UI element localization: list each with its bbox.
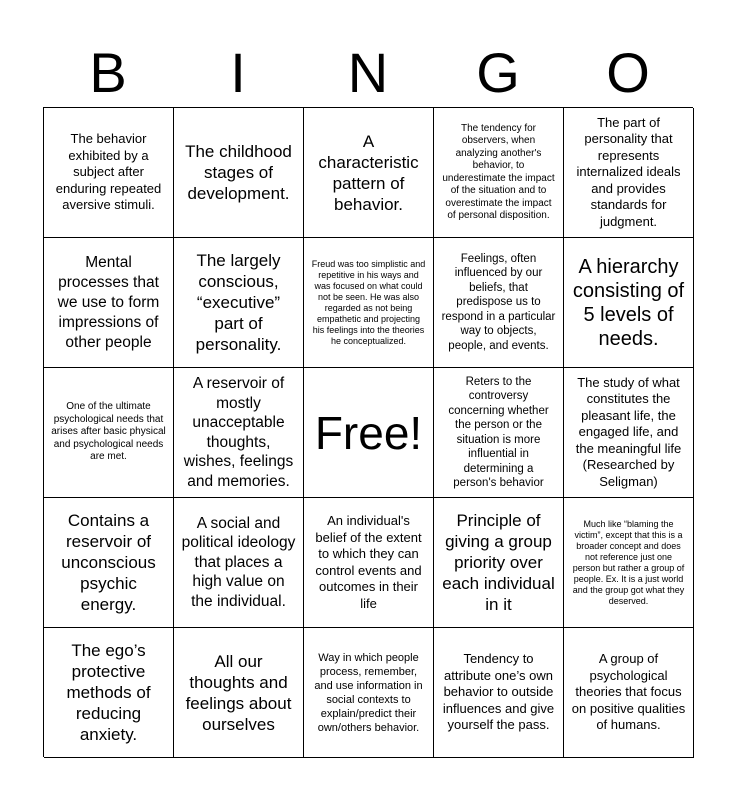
bingo-cell[interactable]: [44, 238, 174, 368]
cell-text: One of the ultimate psychological needs that arises after basic physical and psychological needs are met.: [51, 401, 166, 463]
bingo-cell[interactable]: [44, 628, 174, 758]
bingo-cell[interactable]: [304, 498, 434, 628]
cell-text: The part of personality that represents internalized ideals and provides standards for judgment.: [576, 114, 681, 229]
cell-text: The study of what constitutes the pleasant life, the engaged life, and the meaningful life (Researched by Seligman): [575, 374, 682, 489]
bingo-cell[interactable]: [44, 108, 174, 238]
bingo-cell[interactable]: [434, 628, 564, 758]
header-letter-o: O: [606, 41, 650, 104]
cell-text: Mental processes that we use to form impressions of other people: [57, 253, 160, 351]
cell-text: The childhood stages of development.: [185, 142, 292, 203]
cell-text: Contains a reservoir of unconscious psychic energy.: [61, 511, 156, 614]
cell-text: A hierarchy consisting of 5 levels of needs.: [572, 255, 685, 350]
cell-text: The tendency for observers, when analyzing another's behavior, to underestimate the impact of the situation and to overestimate the impact of personal disposition.: [442, 122, 555, 221]
free-space-text: Free!: [314, 406, 423, 459]
bingo-cell[interactable]: [564, 628, 694, 758]
bingo-cell[interactable]: [174, 108, 304, 238]
header-letter-g: G: [476, 41, 520, 104]
bingo-cell[interactable]: [44, 368, 174, 498]
header-letter-n: N: [347, 41, 389, 104]
bingo-cell[interactable]: [304, 108, 434, 238]
cell-text: A social and political ideology that places a high value on the individual.: [181, 514, 296, 610]
bingo-cell[interactable]: [434, 108, 564, 238]
cell-text: Way in which people process, remember, and use information in social contexts to explain/predict their own/others behavior.: [314, 651, 423, 734]
cell-text: Reters to the controversy concerning whether the person or the situation is more influential in determining a person's behavior: [448, 375, 549, 489]
cell-text: Principle of giving a group priority over each individual in it: [442, 511, 555, 614]
free-space[interactable]: [304, 368, 434, 498]
bingo-cell[interactable]: [434, 498, 564, 628]
cell-text: Much like “blaming the victim”, except that this is a broader concept and does not reference just one person but rather a group of people. Ex. It is a just world and the group got what they deserved.: [572, 518, 685, 606]
cell-text: The largely conscious, “executive” part of personality.: [195, 251, 282, 354]
bingo-cell[interactable]: [564, 238, 694, 368]
header-letter-b: B: [89, 41, 127, 104]
cell-text: An individual's belief of the extent to which they can control events and outcomes in their life: [315, 513, 422, 611]
cell-text: A characteristic pattern of behavior.: [318, 131, 419, 214]
bingo-cell[interactable]: [304, 238, 434, 368]
header-letter-i: I: [230, 41, 246, 104]
bingo-cell[interactable]: [174, 238, 304, 368]
bingo-cell[interactable]: [304, 628, 434, 758]
bingo-cell[interactable]: [434, 238, 564, 368]
bingo-cell[interactable]: [564, 368, 694, 498]
bingo-cell[interactable]: [174, 628, 304, 758]
bingo-cell[interactable]: [564, 108, 694, 238]
cell-text: All our thoughts and feelings about ourselves: [185, 651, 292, 734]
cell-text: The behavior exhibited by a subject after enduring repeated aversive stimuli.: [55, 131, 162, 213]
bingo-grid: [43, 107, 693, 757]
bingo-cell[interactable]: [174, 498, 304, 628]
bingo-cell[interactable]: [564, 498, 694, 628]
cell-text: The ego’s protective methods of reducing anxiety.: [66, 641, 151, 744]
cell-text: A group of psychological theories that focus on positive qualities of humans.: [571, 651, 686, 733]
bingo-cell[interactable]: [434, 368, 564, 498]
cell-text: A reservoir of mostly unacceptable thoughts, wishes, feelings and memories.: [183, 375, 294, 490]
cell-text: Freud was too simplistic and repetitive in his ways and was focused on what could not be seen. He was also regarded as not being empathetic and projecting his feelings into the theories he conceptualized.: [311, 258, 426, 346]
cell-text: Tendency to attribute one’s own behavior to outside influences and give yourself the pass.: [442, 651, 555, 733]
bingo-cell[interactable]: [174, 368, 304, 498]
bingo-header: [43, 40, 693, 106]
bingo-cell[interactable]: [44, 498, 174, 628]
cell-text: Feelings, often influenced by our beliefs, that predispose us to respond in a particular way to objects, people, and events.: [441, 252, 556, 352]
